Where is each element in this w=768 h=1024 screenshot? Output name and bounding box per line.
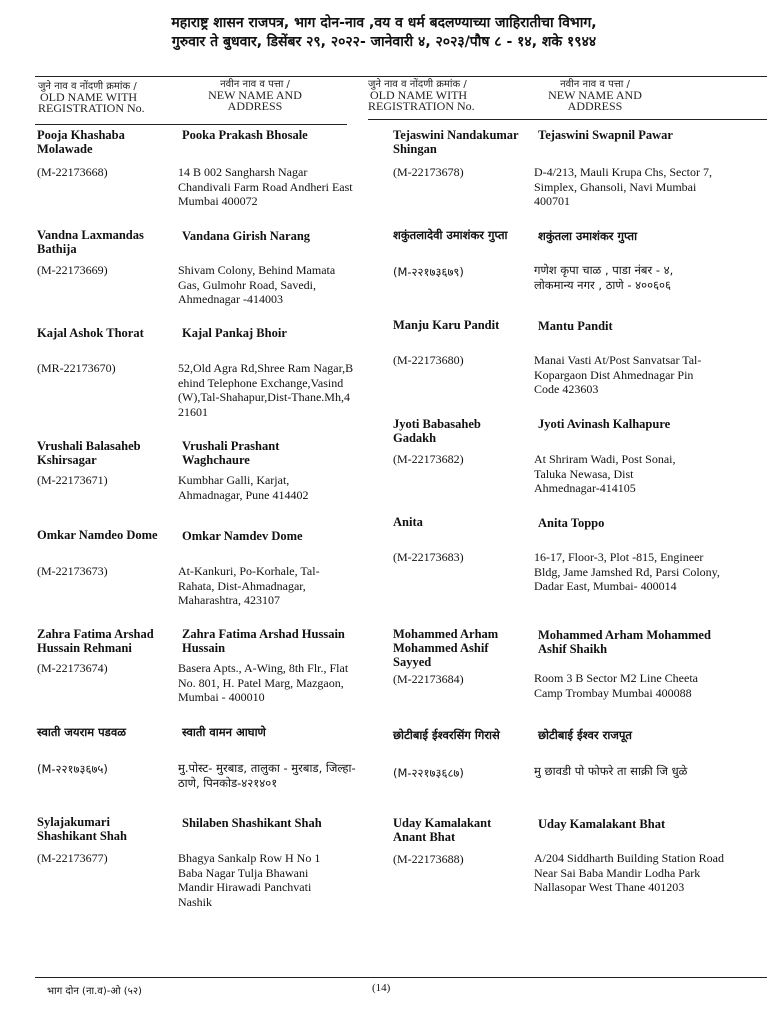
- col-head-new-right: नवीन नाव व पत्ता / NEW NAME AND ADDRESS: [548, 79, 642, 113]
- address: 16-17, Floor-3, Plot -815, Engineer Bldg, Jame Jamshed Rd, Parsi Colony, Dadar East, Mumbai- 400014: [534, 550, 720, 593]
- registration-number: (M-22173671): [37, 473, 108, 487]
- address: At-Kankuri, Po-Korhale, Tal-Rahata, Dist-Ahmadnagar, Maharashtra, 423107: [178, 564, 320, 607]
- new-name: छोटीबाई ईश्वर राजपूत: [538, 728, 632, 742]
- registration-number: (M-22173673): [37, 564, 108, 578]
- address: D-4/213, Mauli Krupa Chs, Sector 7, Simplex, Ghansoli, Navi Mumbai 400701: [534, 165, 712, 208]
- registration-number: (M-22173669): [37, 263, 108, 277]
- registration-number: (M-22173682): [393, 452, 464, 466]
- old-name: Tejaswini Nandakumar Shingan: [393, 128, 519, 156]
- new-name: Vrushali Prashant Waghchaure: [182, 439, 280, 467]
- registration-number: (M-22173683): [393, 550, 464, 564]
- address: Kumbhar Galli, Karjat, Ahmadnagar, Pune 414402: [178, 473, 309, 502]
- address: गणेश कृपा चाळ , पाडा नंबर - ४, लोकमान्य नगर , ठाणे - ४००६०६: [534, 263, 674, 292]
- registration-number: (MR-22173670): [37, 361, 116, 375]
- address: At Shriram Wadi, Post Sonai, Taluka Newasa, Dist Ahmednagar-414105: [534, 452, 676, 495]
- registration-number: (M-22173668): [37, 165, 108, 179]
- new-name: Omkar Namdev Dome: [182, 529, 303, 543]
- new-name: स्वाती वामन आघाणे: [182, 725, 266, 739]
- old-name: Omkar Namdeo Dome: [37, 528, 158, 542]
- col-head-new-left: नवीन नाव व पत्ता / NEW NAME AND ADDRESS: [208, 79, 302, 113]
- old-name: Manju Karu Pandit: [393, 318, 500, 332]
- registration-number: (M-२२१७३६७९): [393, 265, 464, 279]
- address: 52,Old Agra Rd,Shree Ram Nagar,Behind Telephone Exchange,Vasind(W),Tal-Shahapur,Dist-Thane.Mh,421601: [178, 361, 354, 419]
- new-name: Kajal Pankaj Bhoir: [182, 326, 287, 340]
- new-name: Pooka Prakash Bhosale: [182, 128, 308, 142]
- old-name: Vrushali Balasaheb Kshirsagar: [37, 439, 141, 467]
- gazette-header: [0, 14, 768, 52]
- old-name: छोटीबाई ईश्वरसिंग गिरासे: [393, 728, 500, 742]
- footer-rule: [35, 977, 767, 978]
- new-name: Shilaben Shashikant Shah: [182, 816, 322, 830]
- header-line-1: महाराष्ट्र शासन राजपत्र, भाग दोन-नाव ,वय व धर्म बदलण्याच्या जाहिरातीचा विभाग,: [171, 15, 597, 31]
- old-name: शकुंतलादेवी उमाशंकर गुप्ता: [393, 228, 508, 242]
- page-number: (14): [372, 982, 391, 994]
- registration-number: (M-२२१७३६८७): [393, 766, 464, 780]
- old-name: Pooja Khashaba Molawade: [37, 128, 125, 156]
- old-name: Zahra Fatima Arshad Hussain Rehmani: [37, 627, 154, 655]
- old-name: Mohammed Arham Mohammed Ashif Sayyed: [393, 627, 499, 669]
- registration-number: (M-22173674): [37, 661, 108, 675]
- new-name: Tejaswini Swapnil Pawar: [538, 128, 673, 142]
- new-name: Uday Kamalakant Bhat: [538, 817, 666, 831]
- col-head-old-left: जुने नाव व नोंदणी क्रमांक / OLD NAME WITH REGISTRATION No.: [38, 81, 145, 115]
- new-name: Anita Toppo: [538, 516, 605, 530]
- footer-section-code: भाग दोन (ना.व)-ओ (५२): [47, 986, 142, 997]
- header-underline-left: [35, 124, 347, 125]
- old-name: Anita: [393, 515, 423, 529]
- address: Shivam Colony, Behind Mamata Gas, Gulmohr Road, Savedi, Ahmednagar -414003: [178, 263, 336, 306]
- header-underline-right: [368, 119, 767, 120]
- address: 14 B 002 Sangharsh Nagar Chandivali Farm Road Andheri East Mumbai 400072: [178, 165, 353, 208]
- old-name: Uday Kamalakant Anant Bhat: [393, 816, 492, 844]
- top-rule: [35, 76, 767, 77]
- address: Bhagya Sankalp Row H No 1 Baba Nagar Tulja Bhawani Mandir Hirawadi Panchvati Nashik: [178, 851, 321, 909]
- old-name: Vandna Laxmandas Bathija: [37, 228, 144, 256]
- address: मु छावडी पो फोफरे ता साक्री जि धुळे: [534, 764, 688, 778]
- new-name: Vandana Girish Narang: [182, 229, 311, 243]
- registration-number: (M-22173688): [393, 852, 464, 866]
- old-name: Kajal Ashok Thorat: [37, 326, 144, 340]
- new-name: Mantu Pandit: [538, 319, 613, 333]
- old-name: स्वाती जयराम पडवळ: [37, 725, 126, 739]
- old-name: Sylajakumari Shashikant Shah: [37, 815, 127, 843]
- new-name: Mohammed Arham Mohammed Ashif Shaikh: [538, 628, 711, 656]
- new-name: Jyoti Avinash Kalhapure: [538, 417, 671, 431]
- address: मु.पोस्ट- मुरबाड, तालुका - मुरबाड, जिल्हा- ठाणे, पिनकोड-४२१४०१: [178, 761, 356, 790]
- registration-number: (M-22173684): [393, 672, 464, 686]
- registration-number: (M-22173680): [393, 353, 464, 367]
- new-name: Zahra Fatima Arshad Hussain Hussain: [182, 627, 345, 655]
- address: Room 3 B Sector M2 Line Cheeta Camp Trombay Mumbai 400088: [534, 671, 698, 700]
- address: A/204 Siddharth Building Station Road Near Sai Baba Mandir Lodha Park Nallasopar West Thane 401203: [534, 851, 725, 894]
- registration-number: (M-२२१७३६७५): [37, 762, 108, 776]
- address: Basera Apts., A-Wing, 8th Flr., Flat No. 801, H. Patel Marg, Mazgaon, Mumbai - 400010: [178, 661, 349, 704]
- registration-number: (M-22173677): [37, 851, 108, 865]
- new-name: शकुंतला उमाशंकर गुप्ता: [538, 229, 638, 243]
- address: Manai Vasti At/Post Sanvatsar Tal- Kopargaon Dist Ahmednagar Pin Code 423603: [534, 353, 702, 396]
- col-head-old-right: जुने नाव व नोंदणी क्रमांक / OLD NAME WITH REGISTRATION No.: [368, 79, 475, 113]
- registration-number: (M-22173678): [393, 165, 464, 179]
- header-line-2: गुरुवार ते बुधवार, डिसेंबर २९, २०२२- जानेवारी ४, २०२३/पौष ८ - १४, शके १९४४: [171, 34, 597, 50]
- old-name: Jyoti Babasaheb Gadakh: [393, 417, 481, 445]
